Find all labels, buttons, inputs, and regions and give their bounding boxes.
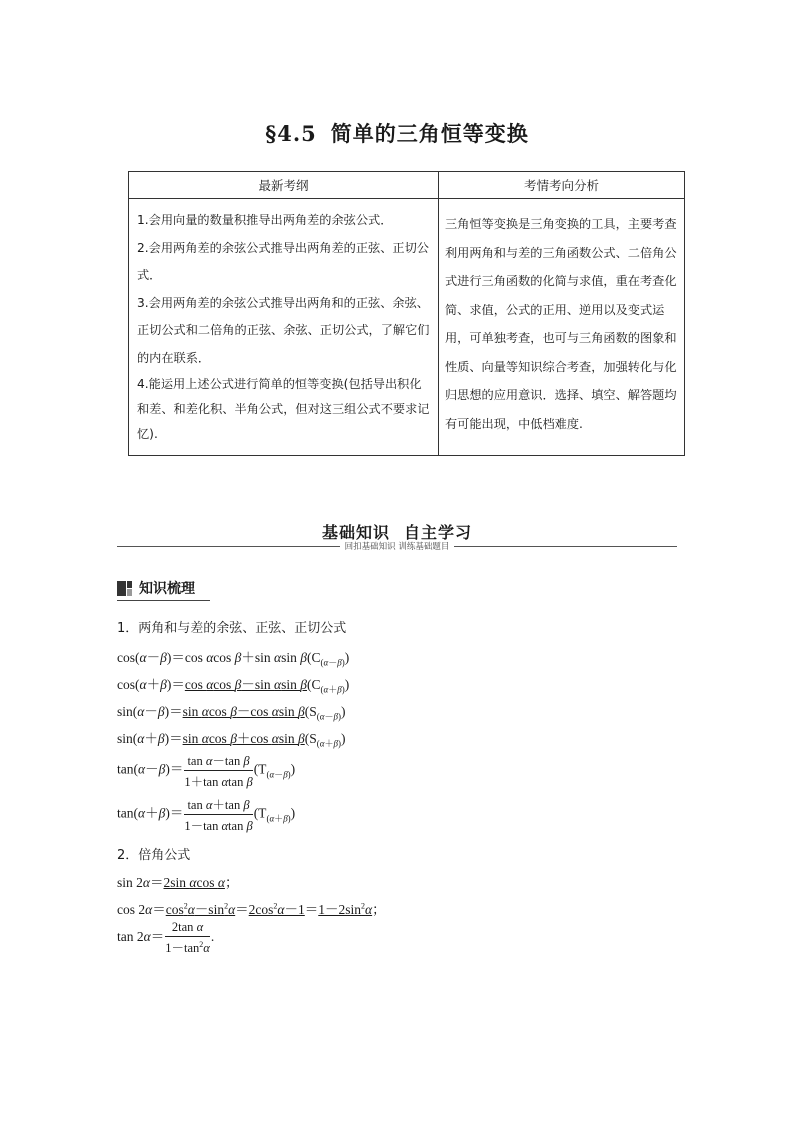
formula-sin-diff: sin(α－β)＝sin αcos β－cos αsin $\beta(S_{(\alpha-\beta)})$: [117, 704, 346, 722]
formula-sin-double: sin 2α＝2sin αcos α；: [117, 875, 239, 890]
section-title-part2: 自主学习: [404, 523, 473, 542]
formula-tan-sum: tan(α＋β)＝ $\frac{\text{tan α＋tan β}}{\text{1－tan αtan β}}$ $(T_{(\alpha+\beta)})$: [117, 795, 295, 834]
outline-cell: [129, 199, 439, 456]
analysis-text: 三角恒等变换是三角变换的工具，主要考查利用两角和与差的三角函数公式、二倍角公式进行三角函数的化简与求值，重在考查化简、求值，公式的正用、逆用以及变式运用，可单独考查，也可与三角函数的图象和性质、向量等知识综合考查，加强转化与化归思想的应用意识．选择、填空、解答题均有可能出现，中低档难度.: [445, 217, 677, 431]
outline-item-1: 1.会用向量的数量积推导出两角差的余弦公式．: [137, 213, 393, 227]
title-text: 简单的三角恒等变换: [330, 121, 529, 146]
block-icon: [117, 581, 132, 596]
exam-outline-table: [128, 171, 685, 456]
section-subtitle: 回扣基础知识 训练基础题目: [340, 542, 455, 552]
formula-sin-sum: sin(α＋β)＝sin αcos β＋cos αsin $\beta(S_{(\alpha+\beta)})$: [117, 731, 346, 749]
outline-item-2: 2.会用两角差的余弦公式推导出两角差的正弦、正切公式．: [137, 240, 429, 282]
formula-cos-double: $\cos 2\alpha=\cos^2\alpha-\sin^2\alpha=2\cos^2\alpha-1=1-2\sin^2\alpha$；: [117, 901, 386, 917]
formula-cos-diff: cos(α－β)＝cos αcos β＋sin αsin $\beta(C_{(\alpha-\beta)})$: [117, 650, 350, 668]
item-1-title: 1．两角和与差的余弦、正弦、正切公式: [117, 621, 347, 636]
section-title-part1: 基础知识: [321, 523, 390, 542]
formula-tan-diff: tan(α－β)＝ $\frac{\text{tan α－tan β}}{\text{1＋tan αtan β}}$ $(T_{(\alpha-\beta)})$: [117, 751, 295, 790]
header-exam-analysis: 考情考向分析: [439, 172, 685, 199]
formula-tan-double: tan 2α＝ $\frac{\text{2tan α}}{1-\tan^2\alpha}$ .: [117, 920, 215, 955]
header-latest-outline: 最新考纲: [129, 172, 439, 199]
heading-underline: [117, 600, 210, 601]
item-2-title: 2．倍角公式: [117, 848, 191, 863]
knowledge-heading-text: 知识梳理: [139, 581, 195, 597]
section-number: §4.5: [265, 121, 317, 146]
page-title: [0, 118, 794, 148]
outline-item-3: 3.会用两角差的余弦公式推导出两角和的正弦、余弦、正切公式和二倍角的正弦、余弦、正切公式，了解它们的内在联系．: [137, 295, 430, 365]
knowledge-heading: [117, 578, 195, 598]
formula-cos-sum: cos(α＋β)＝cos αcos β－sin αsin $\beta(C_{(\alpha+\beta)})$: [117, 677, 350, 695]
outline-item-4: 4.能运用上述公式进行简单的恒等变换(包括导出积化和差、和差化积、半角公式，但对这三组公式不要求记忆).: [137, 377, 430, 441]
analysis-cell: [439, 199, 685, 456]
section-divider: [117, 542, 677, 552]
